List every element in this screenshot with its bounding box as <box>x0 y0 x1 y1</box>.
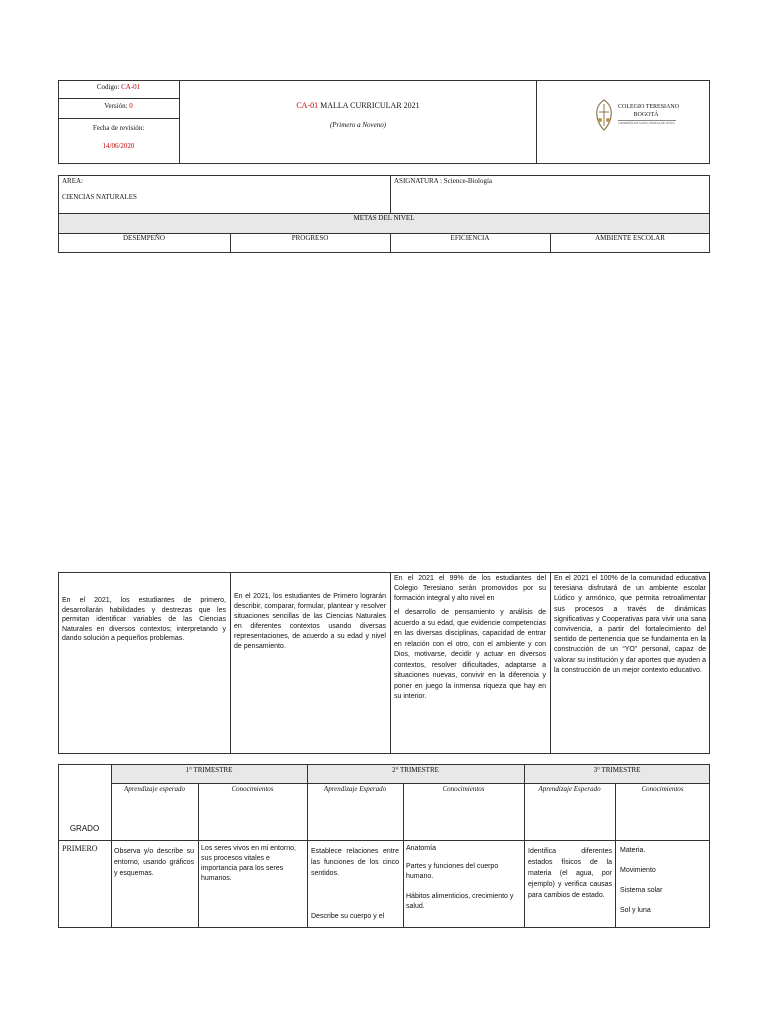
t1-conocimientos-heading: Conocimientos <box>231 785 274 793</box>
t3-conocimientos-heading: Conocimientos <box>641 785 684 793</box>
col-eficiencia: EFICIENCIA <box>450 234 490 242</box>
t3-conocimiento-3: Sistema solar <box>620 887 663 894</box>
trimestre-3-heading: 3° TRIMESTRE <box>593 766 641 774</box>
t2-aprendizaje-2: Describe su cuerpo y el <box>311 913 385 920</box>
t2-aprendizaje-heading: Aprendizaje Esperado <box>323 785 387 793</box>
meta-eficiencia-1: En el 2021 el 99% de los estudiantes del Colegio Teresiano serán promovidos por su formación integral y alto nivel en <box>394 575 546 602</box>
trimestre-1-heading: 1° TRIMESTRE <box>185 766 233 774</box>
logo-line-3: COMPAÑÍA DE SANTA TERESA DE JESÚS <box>618 121 675 125</box>
t2-conocimientos-heading: Conocimientos <box>442 785 485 793</box>
trimestre-2-heading: 2° TRIMESTRE <box>392 766 439 774</box>
page-title: CA-01 MALLA CURRICULAR 2021 <box>296 101 420 110</box>
school-logo <box>592 98 688 134</box>
t2-conocimiento-3: Hábitos alimenticios, crecimiento y salud. <box>406 893 514 910</box>
t3-aprendizaje: Identifica diferentes estados físicos de la materia (el agua, por ejemplo) y verifica causas para cambios de estado. <box>528 848 612 899</box>
t1-aprendizaje: Observa y/o describe su entorno, usando gráficos y esquemas. <box>114 848 194 877</box>
codigo-value: CA-01 <box>121 83 141 91</box>
col-progreso: PROGRESO <box>291 234 329 242</box>
meta-progreso: En el 2021, los estudiantes de Primero lograrán describir, comparar, formular, plantear y resolver situaciones sencillas de las Ciencias Naturales en diferentes contextos usando diversas representaciones, de acuerdo a su edad y nivel de pensamiento. <box>234 593 386 650</box>
codigo-row: Codigo: CA-01 <box>96 83 141 91</box>
t2-conocimiento-2: Partes y funciones del cuerpo humano. <box>406 863 499 880</box>
logo-line-1: COLEGIO TERESIANO <box>618 104 680 110</box>
t2-conocimiento-1: Anatomía <box>406 845 436 852</box>
row-grado-primero: PRIMERO <box>62 844 98 853</box>
area-label: AREA: <box>62 177 83 185</box>
version-value: 0 <box>129 102 133 110</box>
t2-aprendizaje-1: Establece relaciones entre las funciones de los cinco sentidos. <box>311 848 399 877</box>
t3-conocimiento-1: Materia. <box>620 847 646 854</box>
t3-aprendizaje-heading: Aprendizaje Esperado <box>538 785 601 793</box>
meta-ambiente: En el 2021 el 100% de la comunidad educativa teresiana disfrutará de un ambiente escolar Lúdico y armónico, que permita retroalimentar sus procesos a través de dinámicas significativas y Cooperativas para vivir una sana convivencia, a partir del fortalecimiento del sentido de pertenencia que se fundamenta en la construcción de un “YO” personal, capaz de valorar su institución y dar aportes que ayuden a la construcción de un mejor contexto educativo. <box>554 575 706 674</box>
grado-label: GRADO <box>69 824 100 833</box>
meta-desempeno: En el 2021, los estudiantes de primero, desarrollarán habilidades y destrezas que les permitan identificar variables de las Ciencias Naturales en diversos contextos; interpretando y dando solución a pequeños problemas. <box>62 597 226 642</box>
crest-icon <box>592 98 616 132</box>
metas-heading: METAS DEL NIVEL <box>353 214 415 222</box>
page-subtitle: (Primero a Noveno) <box>329 121 387 129</box>
fecha-value: 14/06/2020 <box>102 142 135 150</box>
col-desempeno: DESEMPEÑO <box>122 234 165 242</box>
version-row: Versión: 0 <box>104 102 133 110</box>
col-ambiente: AMBIENTE ESCOLAR <box>595 234 665 242</box>
fecha-label: Fecha de revisión: <box>92 124 145 132</box>
asignatura-label: ASIGNATURA : Science-Biología <box>394 177 492 185</box>
area-value: CIENCIAS NATURALES <box>62 193 137 201</box>
t3-conocimiento-4: Sol y luna <box>620 907 651 914</box>
t1-aprendizaje-heading: Aprendizaje esperado <box>124 785 185 793</box>
t1-conocimientos: Los seres vivos en mi entorno, sus procesos vitales e importancia para los seres humanos. <box>201 845 296 882</box>
meta-eficiencia-2: el desarrollo de pensamiento y análisis de acuerdo a su edad, que evidencie competencias en las diversas disciplinas, capacidad de entrar en relación con el otro, con el ambiente y con Dios, motivarse, decidir y actuar en diversos contextos, resolver dificultades, adaptarse a situaciones nuevas, convivir en la diferencia y poner en juego la inmensa riqueza que hay en su interior. <box>394 609 546 700</box>
logo-line-2: BOGOTÁ <box>633 112 659 118</box>
t3-conocimiento-2: Movimiento <box>620 867 656 874</box>
